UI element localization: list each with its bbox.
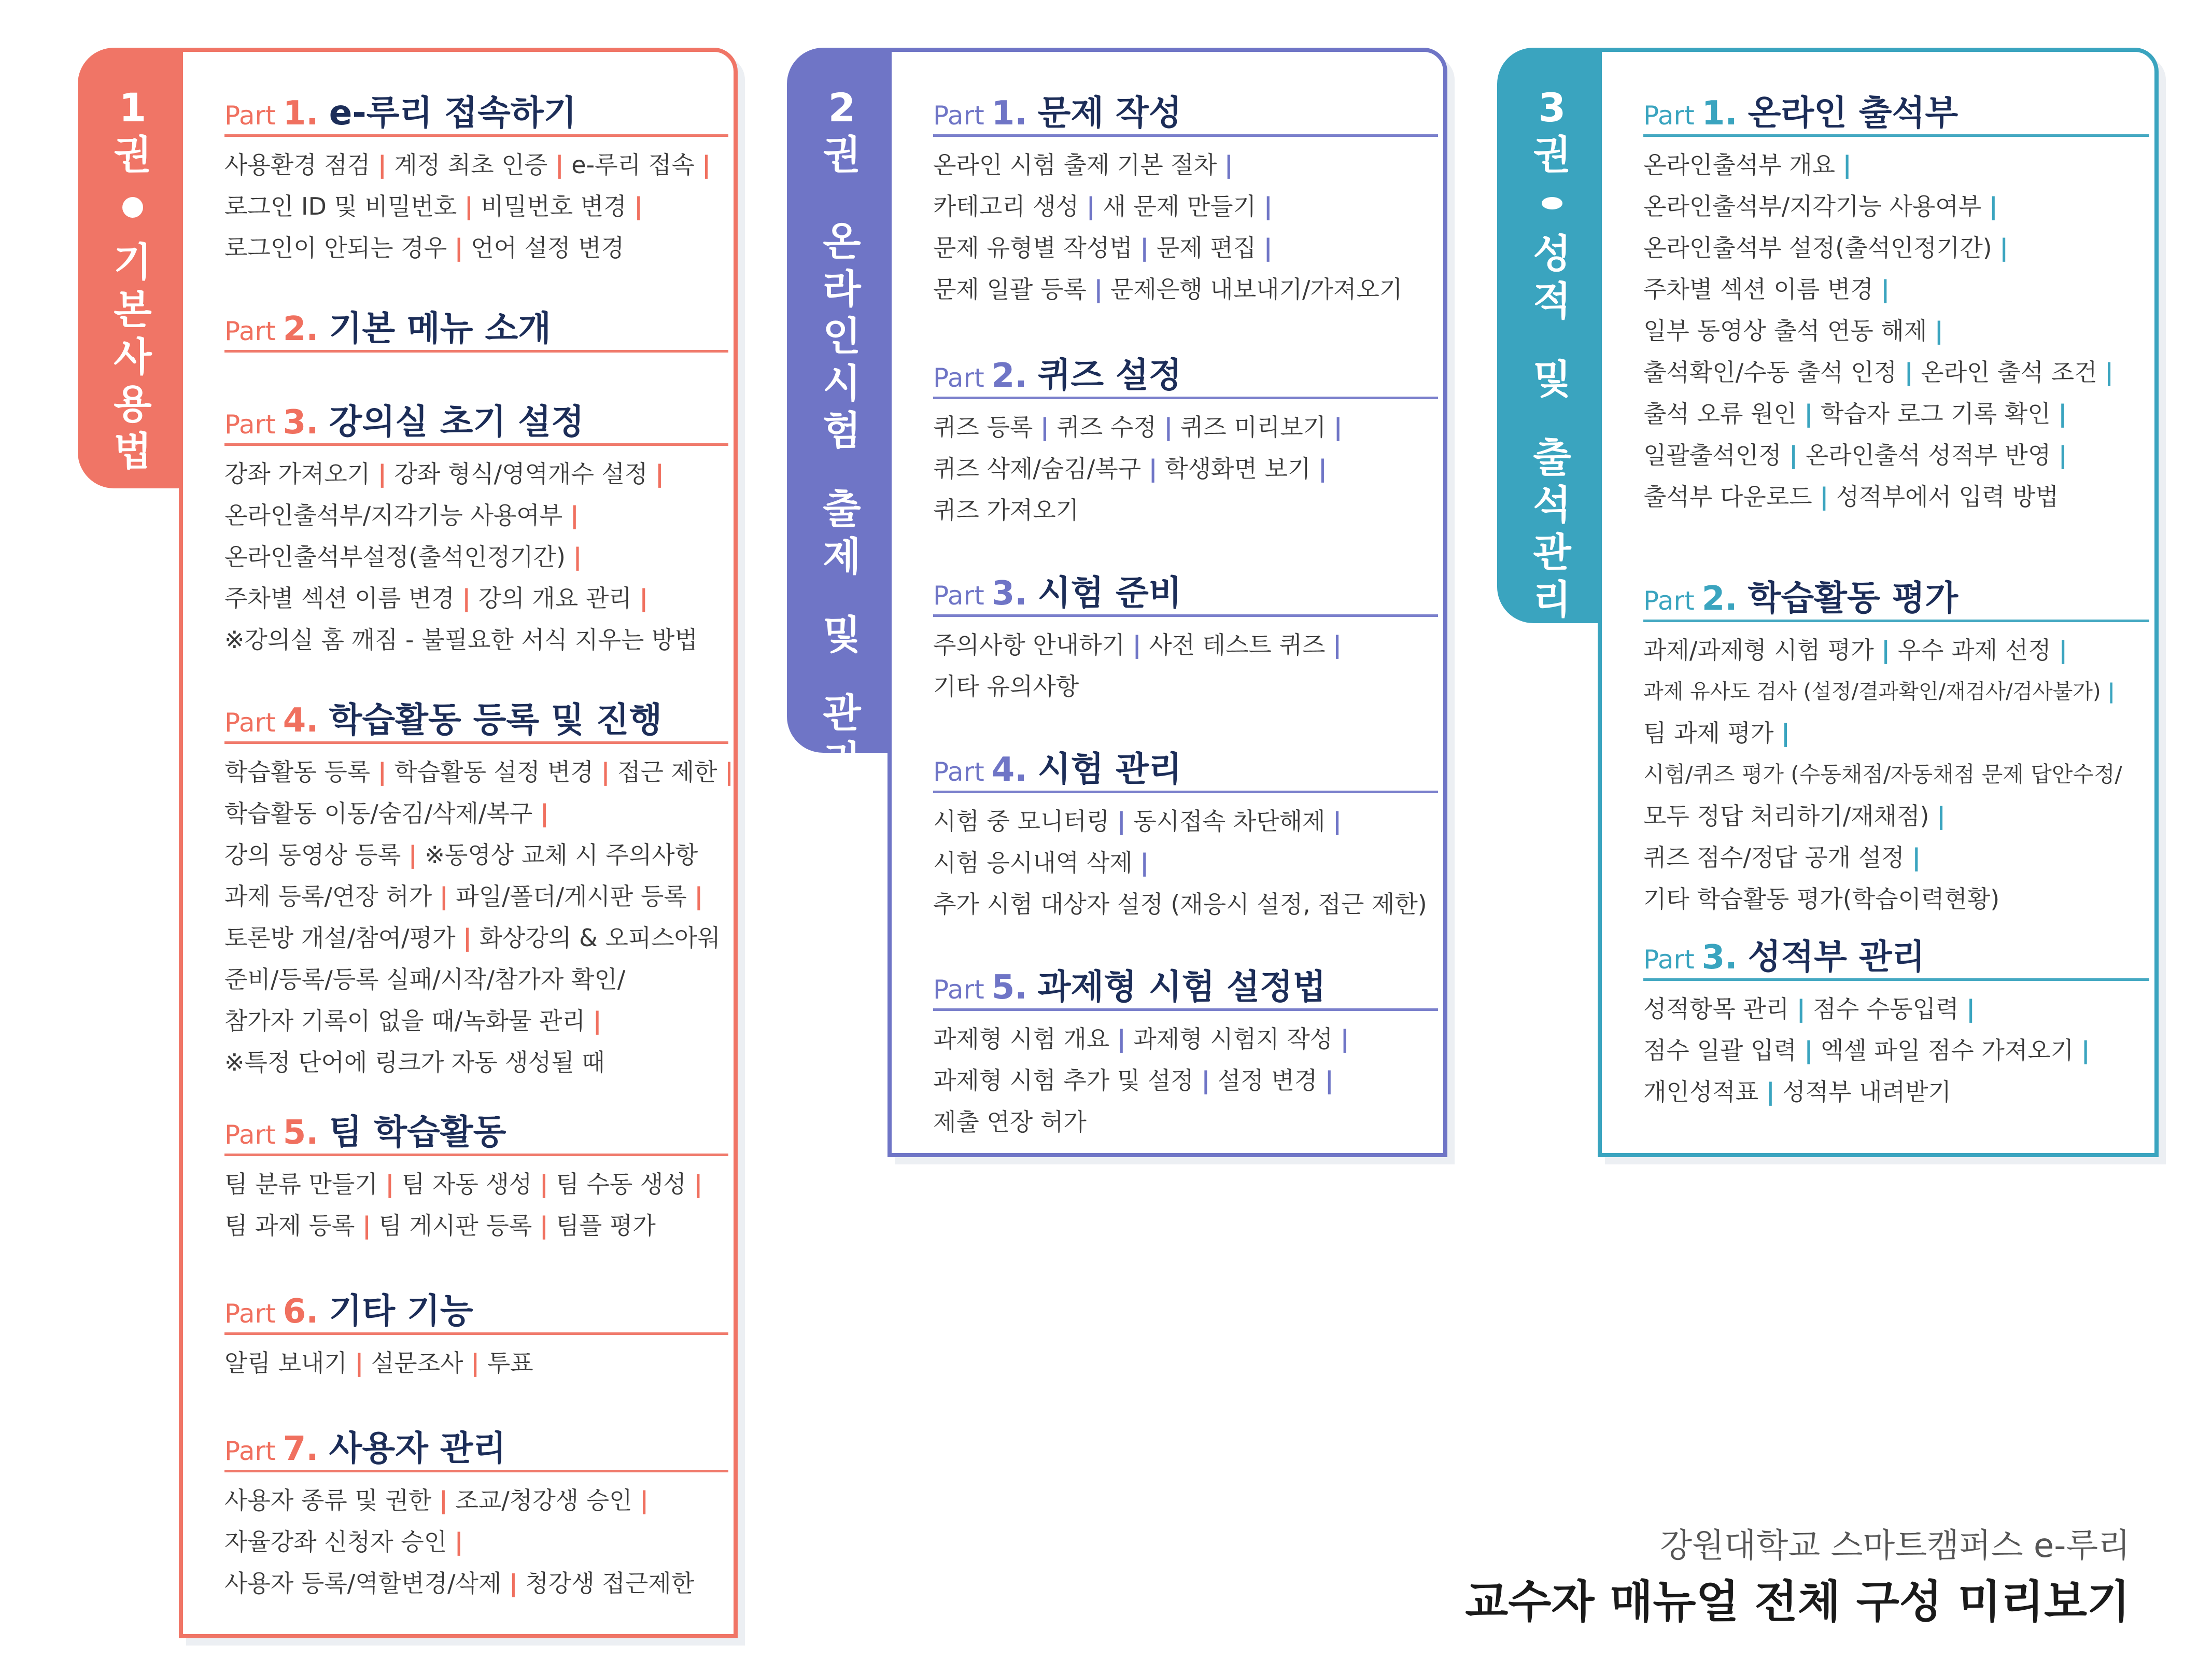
item-line: 온라인출석부/지각기능 사용여부 |: [224, 501, 579, 529]
item-line: 출석확인/수동 출석 인정 | 온라인 출석 조건 |: [1643, 358, 2114, 386]
volume-3-content-box: [1598, 48, 2159, 1157]
part-section: [1643, 85, 2149, 517]
item-line: 일괄출석인정 | 온라인출석 성적부 반영 |: [1643, 441, 2067, 469]
part-heading: Part 5. 과제형 시험 설정법: [933, 959, 1438, 1011]
volume-3-tab: [1497, 48, 1607, 623]
part-heading: Part 1. e-루리 접속하기: [224, 85, 728, 137]
item-line: 로그인이 안되는 경우 | 언어 설정 변경: [224, 234, 625, 262]
volume-3-number: 3: [1538, 85, 1566, 131]
item-line: 강좌 가져오기 | 강좌 형식/영역개수 설정 |: [224, 460, 664, 488]
volume-3-word: 권: [1533, 132, 1571, 178]
part-heading: Part 1. 문제 작성: [933, 85, 1438, 137]
item-line: 과제형 시험 추가 및 설정 | 설정 변경 |: [933, 1066, 1334, 1094]
part-heading: Part 6. 기타 기능: [224, 1283, 728, 1335]
part-heading: Part 2. 학습활동 평가: [1643, 570, 2149, 622]
item-line: 과제 등록/연장 허가 | 파일/폴더/게시판 등록 |: [224, 882, 703, 910]
part-section: [224, 1104, 728, 1246]
part-section: [224, 692, 734, 1083]
part-section: [1643, 570, 2149, 920]
item-line: 팀 분류 만들기 | 팀 자동 생성 | 팀 수동 생성 |: [224, 1170, 703, 1198]
item-line: 팀 과제 평가 |: [1643, 719, 1790, 747]
volume-1-number: 1: [119, 85, 147, 131]
item-line: 과제/과제형 시험 평가 | 우수 과제 선정 |: [1643, 636, 2068, 664]
volume-1-title: 기 본 사 용 법: [114, 239, 152, 475]
item-line: 모두 정답 처리하기/재채점) |: [1643, 802, 1946, 830]
item-line: 성적항목 관리 | 점수 수동입력 |: [1643, 995, 1975, 1023]
footer-title: 교수자 매뉴얼 전체 구성 미리보기: [1465, 1576, 2130, 1628]
item-line: 주차별 섹션 이름 변경 | 강의 개요 관리 |: [224, 584, 649, 612]
item-line: 자율강좌 신청자 승인 |: [224, 1528, 463, 1556]
part-heading: Part 3. 성적부 관리: [1643, 929, 2149, 981]
volume-2-number: 2: [828, 85, 856, 131]
item-line: 온라인출석부설정(출석인정기간) |: [224, 543, 582, 571]
part-heading: Part 1. 온라인 출석부: [1643, 85, 2149, 137]
footer-subtitle: 강원대학교 스마트캠퍼스 e-루리: [1660, 1527, 2130, 1565]
item-line: 주의사항 안내하기 | 사전 테스트 퀴즈 |: [933, 631, 1342, 659]
item-line: 시험/퀴즈 평가 (수동채점/자동채점 문제 답안수정/: [1643, 762, 2122, 787]
bullet-dot-icon: [122, 197, 143, 218]
item-line: 퀴즈 삭제/숨김/복구 | 학생화면 보기 |: [933, 455, 1327, 483]
part-heading: Part 7. 사용자 관리: [224, 1421, 728, 1472]
bullet-dot-icon: [1542, 197, 1562, 209]
item-line: 온라인출석부 설정(출석인정기간) |: [1643, 234, 2009, 262]
item-line: 문제 일괄 등록 | 문제은행 내보내기/가져오기: [933, 275, 1403, 303]
item-line: 과제형 시험 개요 | 과제형 시험지 작성 |: [933, 1025, 1349, 1053]
item-line: 주차별 섹션 이름 변경 |: [1643, 275, 1890, 303]
item-line: ※특정 단어에 링크가 자동 생성될 때: [224, 1048, 605, 1076]
part-heading: Part 2. 기본 메뉴 소개: [224, 301, 728, 353]
part-heading: Part 4. 학습활동 등록 및 진행: [224, 692, 728, 744]
item-line: 사용환경 점검 | 계정 최초 인증 | e-루리 접속 |: [224, 151, 711, 179]
item-line: 사용자 종류 및 권한 | 조교/청강생 승인 |: [224, 1486, 649, 1514]
part-section: [933, 959, 1438, 1143]
item-line: 사용자 등록/역할변경/삭제 | 청강생 접근제한: [224, 1569, 695, 1597]
volume-2-word: 권: [823, 132, 861, 178]
item-line: 온라인 시험 출제 기본 절차 |: [933, 151, 1233, 179]
item-line: 퀴즈 등록 | 퀴즈 수정 | 퀴즈 미리보기 |: [933, 413, 1343, 441]
item-line: 온라인출석부 개요 |: [1643, 151, 1852, 179]
item-line: 학습활동 등록 | 학습활동 설정 변경 | 접근 제한 |: [224, 758, 734, 786]
item-line: 로그인 ID 및 비밀번호 | 비밀번호 변경 |: [224, 192, 643, 220]
volume-1-content-box: [179, 48, 738, 1638]
item-line: 출석부 다운로드 | 성적부에서 입력 방법: [1643, 483, 2059, 511]
item-line: 일부 동영상 출석 연동 해제 |: [1643, 317, 1943, 345]
part-heading: Part 3. 시험 준비: [933, 565, 1438, 617]
item-line: 온라인출석부/지각기능 사용여부 |: [1643, 192, 1998, 220]
item-line: 참가자 기록이 없을 때/녹화물 관리 |: [224, 1007, 602, 1035]
part-section: [224, 85, 728, 269]
part-section: [933, 347, 1438, 531]
part-section: [1643, 929, 2149, 1113]
item-line: 시험 중 모니터링 | 동시접속 차단해제 |: [933, 807, 1342, 835]
part-section: [933, 85, 1438, 310]
part-section: [933, 565, 1438, 707]
item-line: 퀴즈 가져오기: [933, 496, 1079, 524]
item-line: 제출 연장 허가: [933, 1108, 1087, 1136]
item-line: 준비/등록/등록 실패/시작/참가자 확인/: [224, 965, 626, 993]
item-line: 추가 시험 대상자 설정 (재응시 설정, 접근 제한): [933, 890, 1427, 918]
volume-1-word: 권: [114, 132, 152, 178]
part-heading: Part 2. 퀴즈 설정: [933, 347, 1438, 399]
item-line: 퀴즈 점수/정답 공개 설정 |: [1643, 843, 1921, 871]
item-line: 강의 동영상 등록 | ※동영상 교체 시 주의사항: [224, 841, 698, 869]
volume-2-title: 온 라 인 시 험 출 제 및 관 리: [823, 218, 861, 784]
item-line: 시험 응시내역 삭제 |: [933, 849, 1149, 877]
part-heading: Part 4. 시험 관리: [933, 741, 1438, 793]
volume-1-tab: [78, 48, 188, 488]
volume-2-tab: [787, 48, 897, 784]
item-line: 점수 일괄 입력 | 엑셀 파일 점수 가져오기 |: [1643, 1036, 2090, 1064]
item-line: 문제 유형별 작성법 | 문제 편집 |: [933, 234, 1273, 262]
part-section: [224, 394, 728, 660]
item-line: 팀 과제 등록 | 팀 게시판 등록 | 팀플 평가: [224, 1212, 656, 1240]
volume-3-title: 성 적 및 출 석 관 리: [1533, 230, 1571, 623]
item-line: 학습활동 이동/숨김/삭제/복구 |: [224, 799, 549, 827]
item-line: 기타 유의사항: [933, 672, 1079, 700]
volume-2-content-box: [887, 48, 1447, 1157]
item-line: ※강의실 홈 깨짐 - 불필요한 서식 지우는 방법: [224, 626, 698, 654]
item-line: 과제 유사도 검사 (설정/결과확인/재검사/검사불가) |: [1643, 680, 2115, 704]
part-section: [224, 301, 728, 353]
part-section: [224, 1283, 728, 1384]
item-line: 출석 오류 원인 | 학습자 로그 기록 확인 |: [1643, 400, 2067, 428]
part-heading: Part 3. 강의실 초기 설정: [224, 394, 728, 446]
item-line: 토론방 개설/참여/평가 | 화상강의 & 오피스아워: [224, 924, 721, 952]
item-line: 개인성적표 | 성적부 내려받기: [1643, 1078, 1951, 1106]
item-line: 알림 보내기 | 설문조사 | 투표: [224, 1349, 533, 1377]
part-section: [933, 741, 1438, 925]
item-line: 기타 학습활동 평가(학습이력현황): [1643, 885, 2000, 913]
part-section: [224, 1421, 728, 1604]
item-line: 카테고리 생성 | 새 문제 만들기 |: [933, 192, 1273, 220]
part-heading: Part 5. 팀 학습활동: [224, 1104, 728, 1156]
